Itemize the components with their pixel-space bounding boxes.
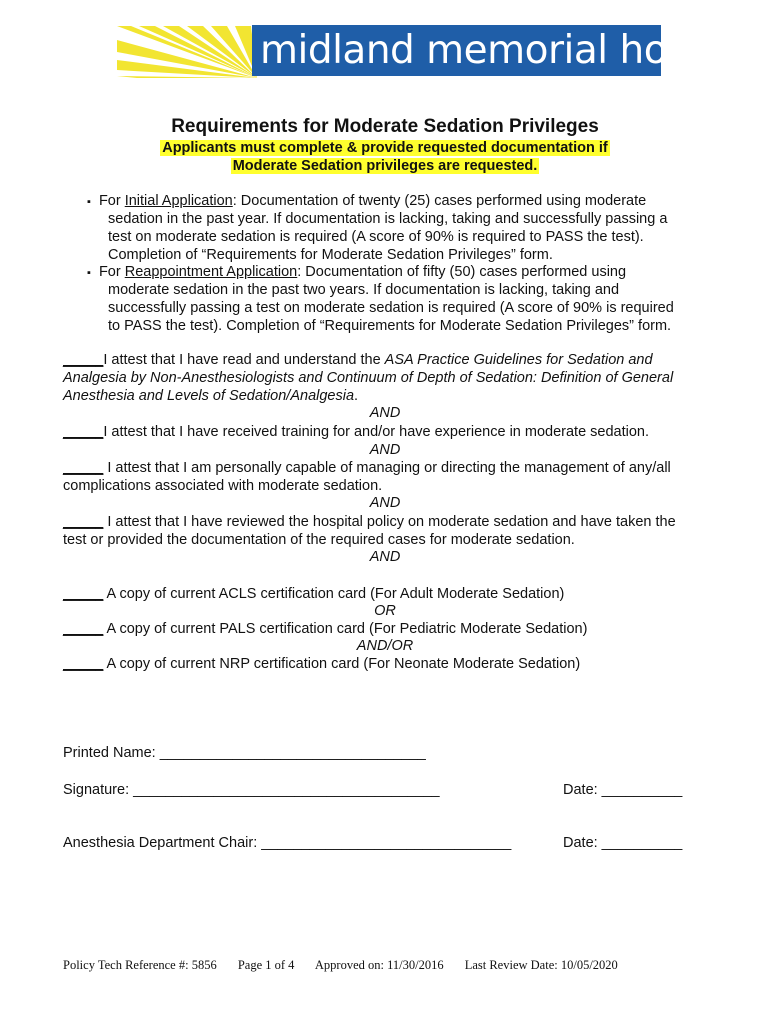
last-review-date: Last Review Date: 10/05/2020 — [464, 958, 618, 972]
bullet-line: Completion of “Requirements for Moderate Sedation Privileges” form. — [108, 247, 553, 263]
instruction-line-2: Moderate Sedation privileges are requested. — [232, 158, 538, 174]
policy-reference: Policy Tech Reference #: 5856 — [63, 958, 217, 972]
initial-blank[interactable]: _____ — [63, 656, 104, 672]
instruction-line-1: Applicants must complete & provide requested documentation if — [162, 140, 608, 156]
attest-capable: _____ I attest that I am personally capable of managing or directing the management of any/all — [63, 460, 671, 476]
bullet-line: successfully passing a test on moderate sedation is required (A score of 90% is required — [108, 300, 674, 316]
attest-line: Analgesia by Non-Anesthesiologists and Continuum of Depth of Sedation: Definition of General — [63, 370, 674, 386]
attest-policy-reviewed: _____ I attest that I have reviewed the hospital policy on moderate sedation and have taken the — [63, 514, 676, 530]
initial-blank[interactable]: _____ — [63, 352, 104, 368]
or-connector: OR — [374, 603, 396, 619]
cert-pals: _____ A copy of current PALS certification card (For Pediatric Moderate Sedation) — [63, 621, 588, 637]
cert-acls: _____ A copy of current ACLS certification card (For Adult Moderate Sedation) — [63, 586, 565, 602]
bullet-line: to PASS the test). Completion of “Requirements for Moderate Sedation Privileges” form. — [108, 318, 672, 334]
and-or-connector: AND/OR — [356, 638, 414, 654]
page-number: Page 1 of 4 — [237, 958, 295, 972]
department-chair-field[interactable]: Anesthesia Department Chair: _______________________________ — [63, 835, 512, 851]
attest-line: test or provided the documentation of the required cases for moderate sedation. — [63, 532, 575, 548]
and-connector: AND — [369, 495, 401, 511]
initial-application-label: Initial Application — [124, 193, 233, 209]
printed-name-field[interactable]: Printed Name: _________________________________ — [63, 745, 426, 761]
attest-training: _____I attest that I have received training for and/or have experience in moderate sedation. — [63, 424, 650, 440]
page-title: Requirements for Moderate Sedation Privileges — [171, 116, 599, 137]
attest-line: complications associated with moderate sedation. — [63, 478, 383, 494]
reappointment-application-label: Reappointment Application — [124, 264, 298, 280]
and-connector: AND — [369, 405, 401, 421]
date-field[interactable]: Date: __________ — [563, 782, 683, 798]
cert-nrp: _____ A copy of current NRP certification card (For Neonate Moderate Sedation) — [63, 656, 581, 672]
bullet-square-icon: ▪ — [87, 196, 91, 208]
initial-blank[interactable]: _____ — [63, 621, 104, 637]
bullet-square-icon: ▪ — [87, 267, 91, 279]
and-connector: AND — [369, 549, 401, 565]
attest-line: Anesthesia and Levels of Sedation/Analgesia. — [63, 388, 359, 404]
bullet-line: sedation in the past year. If documentation is lacking, taking and successfully passing a — [108, 211, 668, 227]
initial-blank[interactable]: _____ — [63, 586, 104, 602]
attest-asa-guidelines: _____I attest that I have read and understand the ASA Practice Guidelines for Sedation and — [63, 352, 653, 368]
initial-blank[interactable]: _____ — [63, 514, 104, 530]
bullet-line: moderate sedation in the past two years. If documentation is lacking, taking and — [108, 282, 620, 298]
approved-date: Approved on: 11/30/2016 — [314, 958, 444, 972]
bullet-line: test on moderate sedation is required (A score of 90% is required to PASS the test). — [108, 229, 644, 245]
signature-field[interactable]: Signature: ______________________________________ — [63, 782, 440, 798]
initial-blank[interactable]: _____ — [63, 460, 104, 476]
logo-wordmark: midland memorial hospital — [252, 25, 661, 76]
page-footer — [63, 958, 636, 973]
initial-blank[interactable]: _____ — [63, 424, 104, 440]
logo-sunburst — [117, 26, 257, 78]
chair-date-field[interactable]: Date: __________ — [563, 835, 683, 851]
bullet-reappointment-application: ▪ For Reappointment Application: Documentation of fifty (50) cases performed using — [87, 264, 627, 280]
bullet-initial-application: ▪ For Initial Application: Documentation of twenty (25) cases performed using moderate — [87, 193, 647, 209]
and-connector: AND — [369, 442, 401, 458]
